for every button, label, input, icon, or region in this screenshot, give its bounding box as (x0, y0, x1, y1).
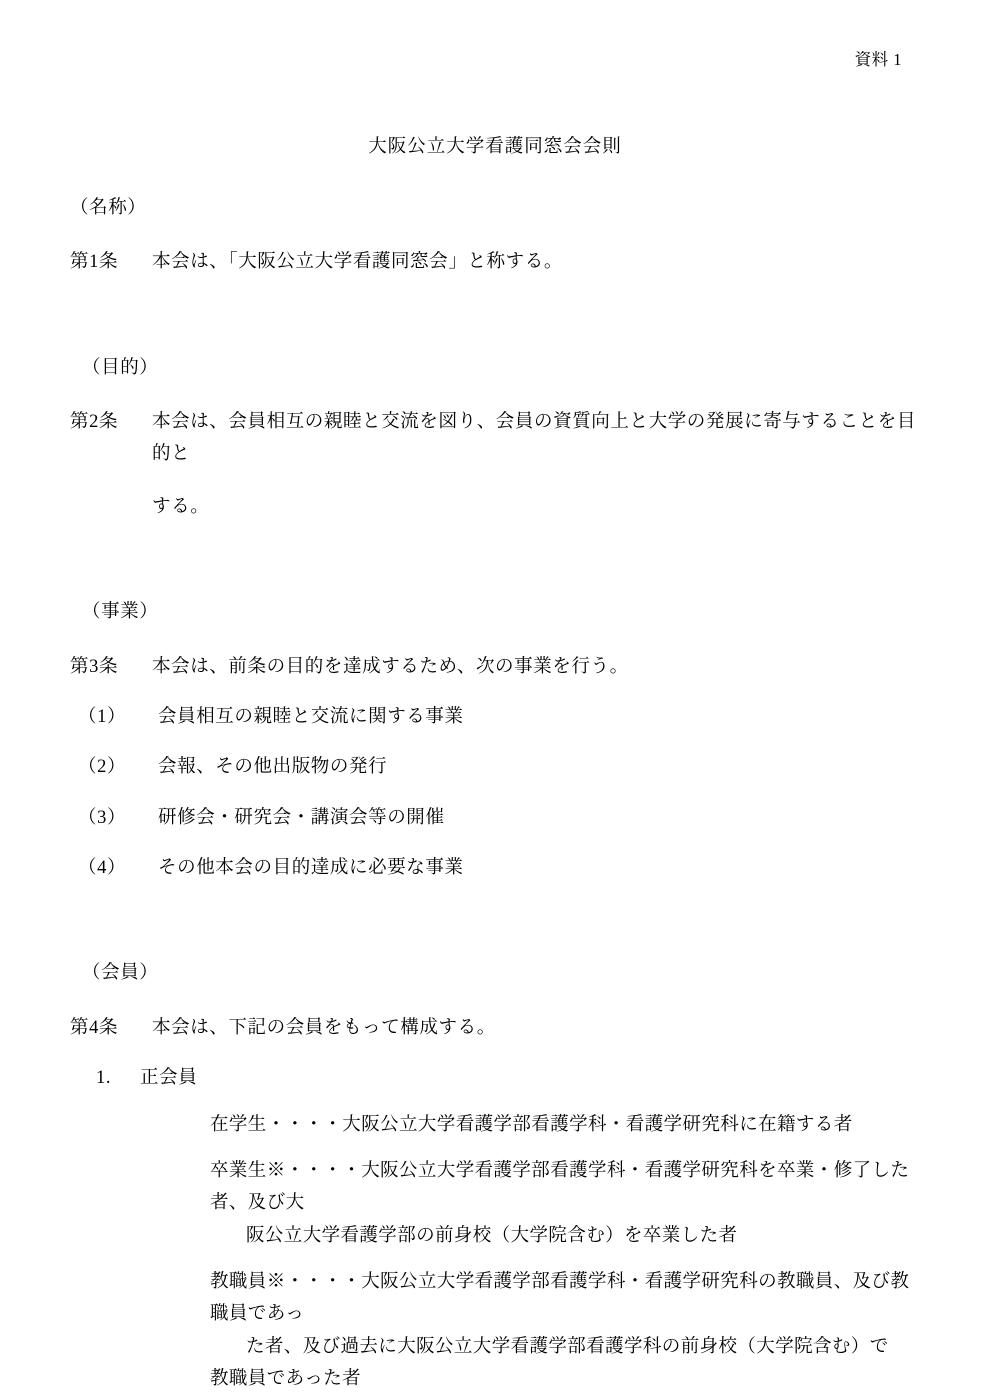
section-heading-purpose: （目的） (82, 357, 159, 378)
list-item (78, 1062, 920, 1094)
section-heading-business: （事業） (82, 602, 159, 623)
list-item-marker: （2） (78, 757, 127, 778)
list-item-text: 研修会・研究会・講演会等の開催 (158, 807, 445, 828)
member-detail-line: 阪公立大学看護学部の前身校（大学院含む）を卒業した者 (246, 1225, 738, 1246)
list-item-text: 会報、その他出版物の発行 (158, 757, 388, 778)
spacer (70, 523, 920, 567)
list-item-text: その他本会の目的達成に必要な事業 (158, 858, 464, 878)
list-item-text: 会員相互の親睦と交流に関する事業 (158, 706, 464, 727)
member-detail-line: 卒業生※・・・・大阪公立大学看護学部看護学科・看護学研究科を卒業・修了した者、及び大 (210, 1160, 910, 1214)
article-4-text: 本会は、下記の会員をもって構成する。 (152, 1017, 496, 1038)
list-item-marker: 1. (96, 1068, 112, 1089)
article-3-number: 第3条 (70, 656, 119, 677)
article-4 (70, 1012, 920, 1044)
member-detail-line: 在学生・・・・大阪公立大学看護学部看護学科・看護学研究科に在籍する者 (210, 1114, 853, 1135)
article-1-text: 本会は、「大阪公立大学看護同窓会」と称する。 (152, 252, 563, 273)
member-detail-line: た者、及び過去に大阪公立大学看護学部看護学科の前身校（大学院含む）で (246, 1336, 889, 1357)
document-header-label: 資料 1 (854, 50, 902, 69)
article-2-text: 本会は、会員相互の親睦と交流を図り、会員の資質向上と大学の発展に寄与することを目的と (152, 411, 917, 465)
spacer (70, 884, 920, 928)
page-title: 大阪公立大学看護同窓会会則 (368, 137, 622, 158)
article-3-text: 本会は、前条の目的を達成するため、次の事業を行う。 (152, 656, 629, 677)
article-1-number: 第1条 (70, 252, 119, 273)
list-item-text: 正会員 (140, 1068, 198, 1089)
list-item-marker: （4） (78, 858, 127, 878)
list-item (78, 701, 920, 733)
article-2 (70, 406, 920, 523)
article-4-number: 第4条 (70, 1017, 119, 1038)
article-2-text-continued: する。 (152, 496, 210, 517)
list-item (78, 852, 920, 884)
article-1 (70, 246, 920, 278)
list-item-marker: （3） (78, 807, 127, 828)
member-detail-line: 教職員※・・・・大阪公立大学看護学部看護学科・看護学研究科の教職員、及び教職員であっ (210, 1272, 910, 1325)
section-heading-name: （名称） (70, 197, 147, 218)
spacer (70, 279, 920, 323)
list-item (78, 802, 920, 834)
article-2-number: 第2条 (70, 411, 119, 432)
list-item-marker: （1） (78, 706, 127, 727)
section-heading-members: （会員） (82, 963, 159, 984)
member-detail-faculty (210, 1266, 920, 1396)
list-item (78, 751, 920, 783)
member-detail-current-students (210, 1109, 920, 1141)
member-detail-line: 教職員であった者 (210, 1369, 362, 1390)
article-3 (70, 651, 920, 683)
member-detail-graduates (210, 1155, 920, 1252)
article-2-body (152, 406, 920, 523)
